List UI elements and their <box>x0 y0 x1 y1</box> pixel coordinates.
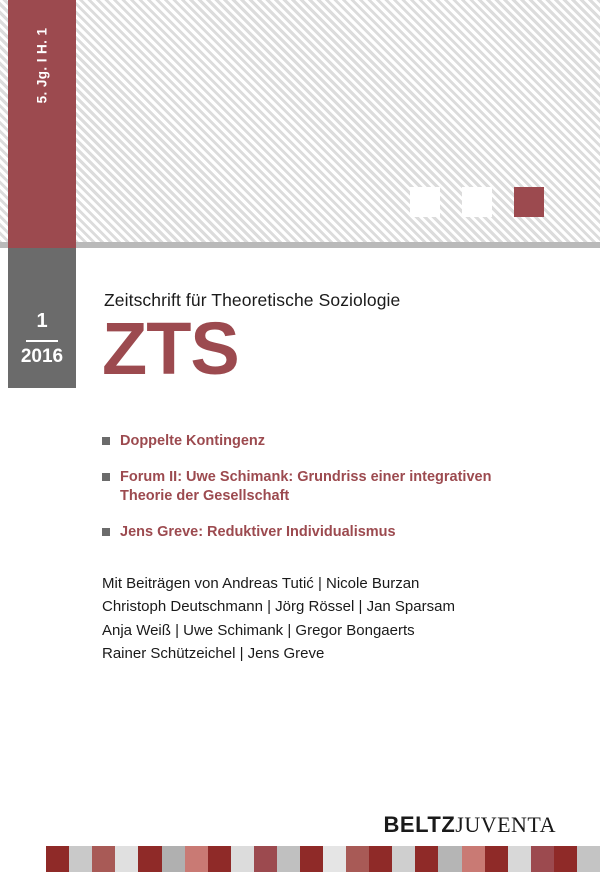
decorative-square-white-1 <box>410 187 440 217</box>
color-strip-block <box>138 846 161 872</box>
contributors-line: Rainer Schützeichel | Jens Greve <box>102 644 325 662</box>
color-strip-block <box>392 846 415 872</box>
color-strip-block <box>92 846 115 872</box>
journal-subtitle: Zeitschrift für Theoretische Soziologie <box>104 290 401 310</box>
square-bullet-icon <box>102 473 110 481</box>
color-strip-block <box>69 846 92 872</box>
color-strip-block <box>323 846 346 872</box>
bottom-color-strip <box>0 846 600 872</box>
color-strip-block <box>277 846 300 872</box>
topic-label: Jens Greve: Reduktiver Individualismus <box>120 523 396 540</box>
contributors-block <box>102 572 522 665</box>
publisher-name-beltz: BELTZ <box>383 812 456 837</box>
spine-issue-block <box>8 248 76 388</box>
topic-label: Forum II: Uwe Schimank: Grundriss einer integrativen Theorie der Gesellschaft <box>120 468 492 505</box>
color-strip-block <box>208 846 231 872</box>
color-strip-block <box>0 846 23 872</box>
color-strip-block <box>23 846 46 872</box>
decorative-square-red <box>514 187 544 217</box>
issue-divider <box>26 340 58 342</box>
color-strip-block <box>577 846 600 872</box>
hatched-header-band <box>0 0 600 248</box>
color-strip-block <box>231 846 254 872</box>
spine-volume-block <box>8 0 76 248</box>
color-strip-block <box>254 846 277 872</box>
color-strip-block <box>300 846 323 872</box>
spine-volume-label: 5. Jg. I H. 1 <box>34 27 50 104</box>
decorative-square-white-2 <box>462 187 492 217</box>
color-strip-block <box>46 846 69 872</box>
color-strip-block <box>162 846 185 872</box>
color-strip-block <box>531 846 554 872</box>
color-strip-block <box>508 846 531 872</box>
color-strip-block <box>415 846 438 872</box>
color-strip-block <box>554 846 577 872</box>
color-strip-block <box>185 846 208 872</box>
contributors-line: Anja Weiß | Uwe Schimank | Gregor Bongaerts <box>102 621 415 639</box>
header-band-rule <box>0 242 600 248</box>
issue-number: 1 <box>36 310 48 332</box>
square-bullet-icon <box>102 437 110 445</box>
publisher-name-juventa: JUVENTA <box>455 812 556 837</box>
color-strip-block <box>369 846 392 872</box>
color-strip-block <box>346 846 369 872</box>
square-bullet-icon <box>102 528 110 536</box>
contributors-line: Mit Beiträgen von Andreas Tutić | Nicole Burzan <box>102 575 420 592</box>
contributors-line: Christoph Deutschmann | Jörg Rössel | Jan Sparsam <box>102 598 455 616</box>
color-strip-block <box>462 846 485 872</box>
topic-label: Doppelte Kontingenz <box>120 433 265 449</box>
issue-year: 2016 <box>20 346 64 367</box>
topic-item <box>102 468 522 507</box>
color-strip-block <box>115 846 138 872</box>
publisher-logo <box>384 812 556 838</box>
topics-list <box>102 432 522 558</box>
journal-logo: ZTS <box>102 307 239 390</box>
topic-item <box>102 523 522 543</box>
topic-item <box>102 432 522 452</box>
color-strip-block <box>438 846 461 872</box>
color-strip-block <box>485 846 508 872</box>
